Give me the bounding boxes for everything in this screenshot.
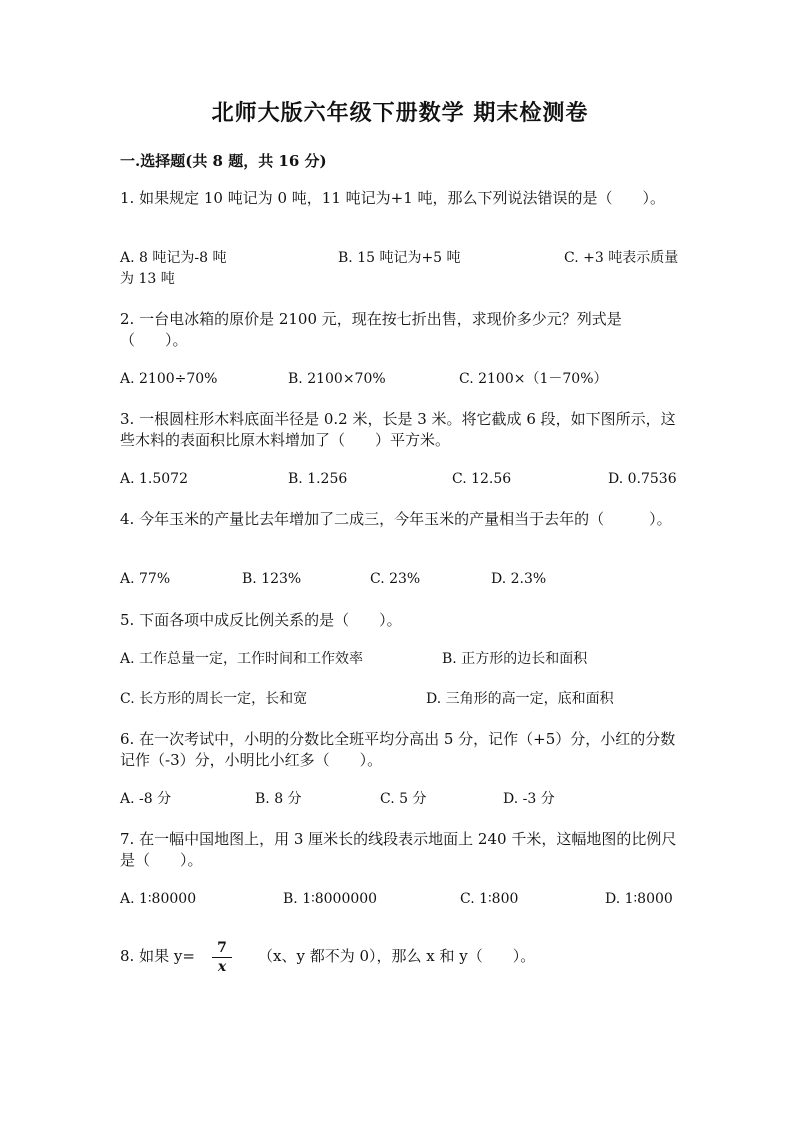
fraction-denominator: x <box>217 959 227 975</box>
section-heading: 一.选择题(共 8 题，共 16 分) <box>120 152 327 170</box>
question-4-stem: 4. 今年玉米的产量比去年增加了二成三，今年玉米的产量相当于去年的（ ）。 <box>120 510 672 528</box>
question-3-option-d: D. 0.7536 <box>608 471 677 487</box>
question-3-stem: 3. 一根圆柱形木料底面半径是 0.2 米，长是 3 米。将它截成 6 段，如下图所示，这些木料的表面积比原木料增加了（ ）平方米。 <box>120 410 676 449</box>
question-2-option-a: A. 2100÷70% <box>120 371 218 387</box>
question-2-option-c: C. 2100×（1－70%） <box>459 371 608 387</box>
question-1-stem: 1. 如果规定 10 吨记为 0 吨，11 吨记为+1 吨，那么下列说法错误的是（ ）。 <box>120 189 666 207</box>
page-title: 北师大版六年级下册数学 期末检测卷 <box>211 100 589 126</box>
question-8-stem-suffix: （x、y 都不为 0），那么 x 和 y（ ）。 <box>258 947 536 965</box>
question-5-stem: 5. 下面各项中成反比例关系的是（ ）。 <box>120 611 402 629</box>
question-7-option-d: D. 1∶8000 <box>605 891 673 907</box>
question-2-option-b: B. 2100×70% <box>288 371 386 387</box>
question-4-option-a: A. 77% <box>120 571 171 587</box>
question-8-stem-prefix: 8. 如果 y= <box>120 947 195 965</box>
question-5-option-b: B. 正方形的边长和面积 <box>442 651 588 667</box>
question-6-option-b: B. 8 分 <box>255 791 302 807</box>
question-4-option-c: C. 23% <box>370 571 421 587</box>
question-1-option-a: A. 8 吨记为-8 吨 <box>120 250 227 266</box>
question-6-option-c: C. 5 分 <box>380 791 427 807</box>
question-5-option-c: C. 长方形的周长一定，长和宽 <box>120 691 308 707</box>
question-6-option-a: A. -8 分 <box>120 791 172 807</box>
question-3-option-b: B. 1.256 <box>288 471 348 487</box>
question-5-option-a: A. 工作总量一定，工作时间和工作效率 <box>120 651 364 667</box>
question-4-option-b: B. 123% <box>242 571 302 587</box>
fraction-numerator: 7 <box>217 940 227 956</box>
fraction-bar <box>212 957 232 958</box>
question-7-option-c: C. 1∶800 <box>460 891 519 907</box>
question-4-option-d: D. 2.3% <box>491 571 547 587</box>
question-7-option-b: B. 1∶8000000 <box>283 891 378 907</box>
question-3-option-c: C. 12.56 <box>452 471 512 487</box>
question-1-option-c: C. +3 吨表示质量为 13 吨 <box>120 250 679 287</box>
question-3-option-a: A. 1.5072 <box>120 471 188 487</box>
fraction-seven-over-x <box>212 940 232 975</box>
question-5-option-d: D. 三角形的高一定，底和面积 <box>426 691 614 707</box>
question-1-option-b: B. 15 吨记为+5 吨 <box>338 250 461 266</box>
question-2-stem: 2. 一台电冰箱的原价是 2100 元，现在按七折出售，求现价多少元？列式是（ ）。 <box>120 310 622 349</box>
question-6-stem: 6. 在一次考试中，小明的分数比全班平均分高出 5 分，记作（+5）分，小红的分数记作（-3）分，小明比小红多（ ）。 <box>120 730 676 769</box>
question-7-option-a: A. 1∶80000 <box>120 891 197 907</box>
question-7-stem: 7. 在一幅中国地图上，用 3 厘米长的线段表示地面上 240 千米，这幅地图的比例尺是（ ）。 <box>120 830 677 869</box>
question-6-option-d: D. -3 分 <box>503 791 555 807</box>
